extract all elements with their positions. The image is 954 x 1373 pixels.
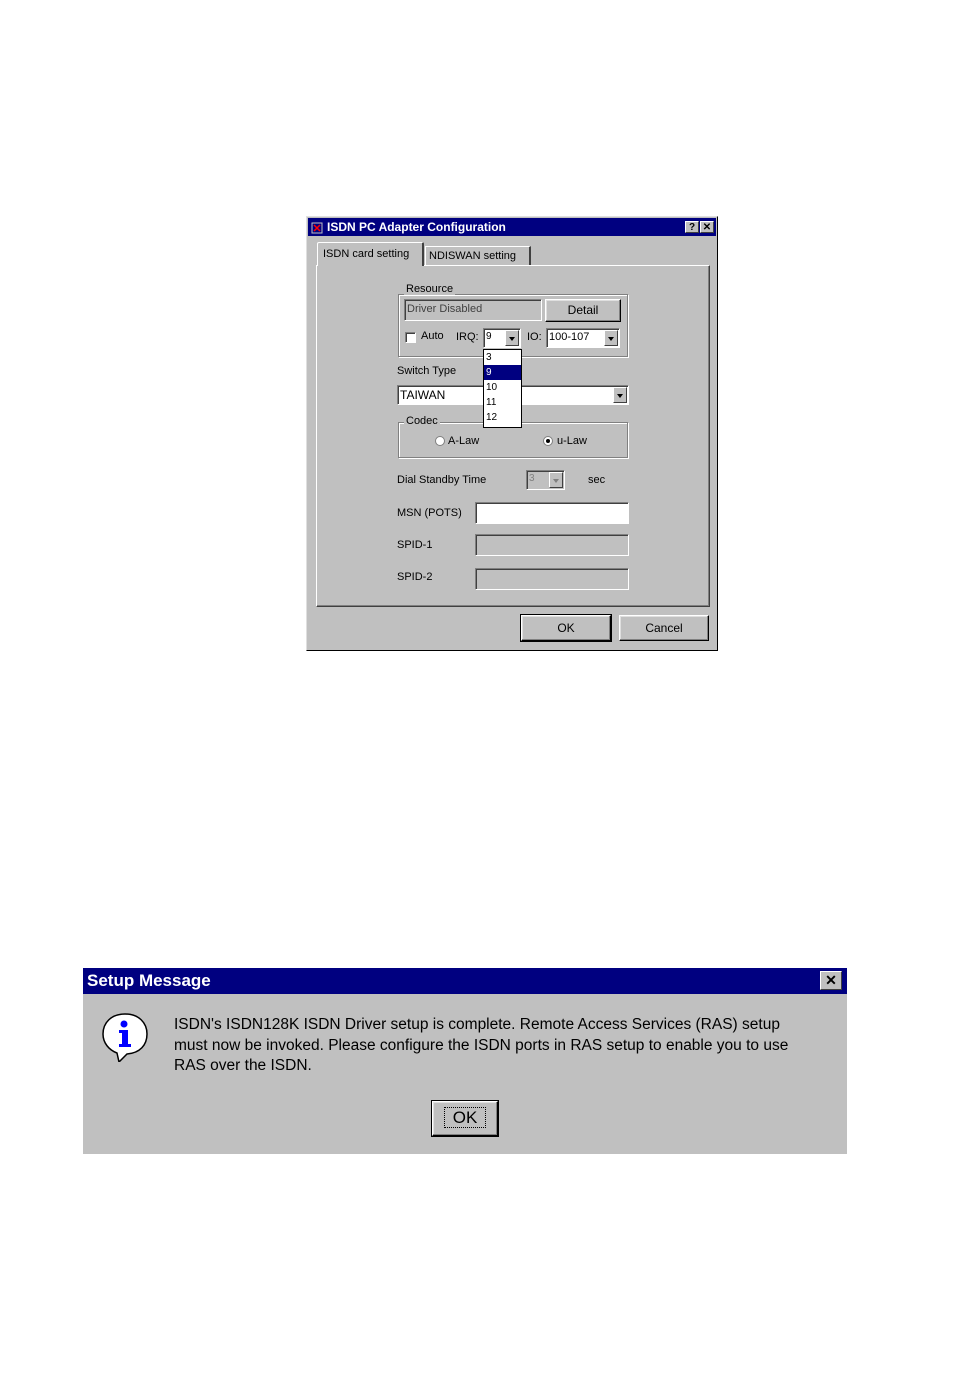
ok-button[interactable]: OK bbox=[521, 615, 611, 641]
auto-checkbox[interactable] bbox=[405, 332, 416, 343]
detail-button[interactable]: Detail bbox=[545, 299, 621, 322]
setup-ok-label: OK bbox=[444, 1107, 487, 1128]
io-select[interactable] bbox=[546, 328, 620, 348]
spid2-label: SPID-2 bbox=[397, 571, 433, 583]
message-line: RAS over the ISDN. bbox=[174, 1057, 312, 1074]
info-icon bbox=[99, 1010, 151, 1062]
config-title-bar[interactable] bbox=[308, 218, 716, 236]
dial-standby-unit: sec bbox=[588, 474, 606, 486]
tab-ndiswan-label: NDISWAN setting bbox=[429, 250, 517, 262]
irq-select-value: 9 bbox=[486, 331, 492, 342]
switch-type-arrow-icon[interactable] bbox=[613, 387, 627, 403]
tab-isdn-card-setting[interactable] bbox=[317, 242, 424, 266]
message-line: ISDN's ISDN128K ISDN Driver setup is complete. Remote Access Services (RAS) setup bbox=[174, 1016, 780, 1033]
irq-option[interactable]: 3 bbox=[486, 352, 492, 363]
help-button[interactable]: ? bbox=[685, 221, 699, 233]
irq-dropdown-list[interactable] bbox=[483, 349, 522, 428]
tab-ndiswan-setting[interactable] bbox=[425, 246, 531, 265]
irq-option[interactable]: 11 bbox=[486, 397, 497, 408]
irq-option[interactable]: 12 bbox=[486, 412, 498, 423]
message-line: must now be invoked. Please configure the ISDN ports in RAS setup to enable you to use bbox=[174, 1036, 789, 1054]
a-law-label: A-Law bbox=[448, 435, 480, 447]
setup-ok-button[interactable] bbox=[432, 1101, 498, 1136]
spid1-label: SPID-1 bbox=[397, 539, 433, 551]
u-law-radio[interactable] bbox=[543, 436, 553, 446]
io-label: IO: bbox=[527, 331, 542, 343]
io-select-value: 100-107 bbox=[549, 331, 590, 343]
irq-label: IRQ: bbox=[456, 331, 479, 343]
resource-group-label: Resource bbox=[406, 283, 454, 295]
auto-label: Auto bbox=[421, 330, 444, 342]
cancel-button[interactable]: Cancel bbox=[619, 615, 709, 641]
u-law-label: u-Law bbox=[557, 435, 587, 447]
switch-type-label: Switch Type bbox=[397, 365, 457, 377]
spid1-input bbox=[475, 534, 629, 556]
dial-standby-value: 3 bbox=[529, 473, 535, 484]
msn-label: MSN (POTS) bbox=[397, 507, 462, 519]
switch-type-value: TAIWAN bbox=[400, 388, 446, 402]
app-icon bbox=[311, 221, 323, 233]
close-button[interactable]: ✕ bbox=[700, 221, 714, 233]
tab-isdn-label: ISDN card setting bbox=[323, 248, 410, 260]
irq-option[interactable]: 10 bbox=[486, 382, 498, 393]
irq-dropdown-arrow-icon[interactable] bbox=[505, 330, 519, 346]
dial-standby-select bbox=[526, 470, 565, 490]
codec-group-label: Codec bbox=[406, 415, 438, 427]
setup-close-button[interactable]: ✕ bbox=[820, 971, 842, 990]
setup-message-text bbox=[174, 1015, 839, 1077]
io-dropdown-arrow-icon[interactable] bbox=[604, 330, 618, 346]
a-law-radio[interactable] bbox=[435, 436, 445, 446]
driver-status-text: Driver Disabled bbox=[407, 303, 483, 315]
dial-standby-label: Dial Standby Time bbox=[397, 474, 487, 486]
isdn-config-dialog bbox=[306, 216, 718, 651]
driver-status-box bbox=[404, 299, 542, 321]
spid2-input bbox=[475, 568, 629, 590]
config-title: ISDN PC Adapter Configuration bbox=[327, 220, 506, 234]
dial-standby-arrow-icon bbox=[549, 472, 563, 488]
setup-title: Setup Message bbox=[87, 971, 211, 990]
irq-option-selected[interactable]: 9 bbox=[484, 365, 521, 380]
setup-message-dialog bbox=[83, 968, 847, 1154]
msn-input[interactable] bbox=[475, 502, 629, 524]
setup-title-bar[interactable] bbox=[83, 968, 847, 994]
irq-select[interactable] bbox=[483, 328, 521, 348]
